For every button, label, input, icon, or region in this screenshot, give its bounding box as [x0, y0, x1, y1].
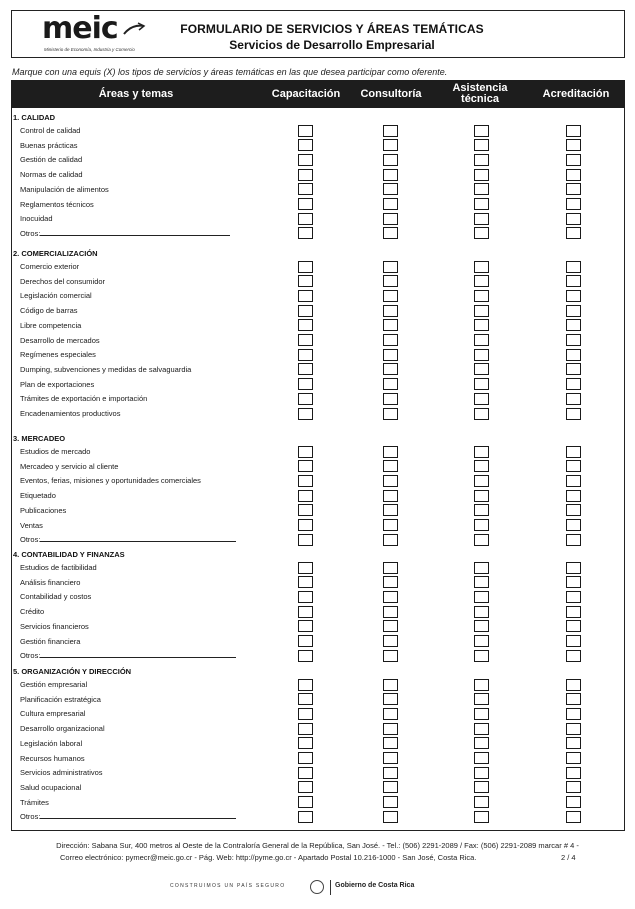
- checkbox-asistencia-tecnica[interactable]: [474, 534, 489, 546]
- column-header-acreditacion: Acreditación: [542, 87, 610, 100]
- checkbox-asistencia-tecnica[interactable]: [474, 576, 489, 588]
- checkbox-asistencia-tecnica[interactable]: [474, 475, 489, 487]
- checkbox-capacitacion[interactable]: [298, 261, 313, 273]
- checkbox-capacitacion[interactable]: [298, 275, 313, 287]
- form-subtitle: Servicios de Desarrollo Empresarial: [229, 38, 435, 52]
- checkbox-consultoria[interactable]: [383, 408, 398, 420]
- checkbox-asistencia-tecnica[interactable]: [474, 504, 489, 516]
- column-header-asistencia-line2: técnica: [461, 93, 499, 105]
- checkbox-acreditacion[interactable]: [566, 378, 581, 390]
- topic-label: Planificación estratégica: [20, 694, 101, 704]
- topic-label: Normas de calidad: [20, 170, 83, 180]
- topic-label: Trámites de exportación e importación: [20, 394, 148, 404]
- checkbox-acreditacion[interactable]: [566, 125, 581, 137]
- topic-label: Buenas prácticas: [20, 140, 78, 150]
- checkbox-capacitacion[interactable]: [298, 781, 313, 793]
- checkbox-acreditacion[interactable]: [566, 620, 581, 632]
- checkbox-acreditacion[interactable]: [566, 796, 581, 808]
- checkbox-asistencia-tecnica[interactable]: [474, 620, 489, 632]
- checkbox-capacitacion[interactable]: [298, 475, 313, 487]
- checkbox-acreditacion[interactable]: [566, 290, 581, 302]
- checkbox-consultoria[interactable]: [383, 519, 398, 531]
- checkbox-asistencia-tecnica[interactable]: [474, 811, 489, 823]
- checkbox-asistencia-tecnica[interactable]: [474, 796, 489, 808]
- checkbox-capacitacion[interactable]: [298, 811, 313, 823]
- topic-label: Trámites: [20, 797, 49, 807]
- topic-label: Publicaciones: [20, 505, 67, 515]
- section-title: 3. MERCADEO: [13, 434, 66, 443]
- topic-label: Análisis financiero: [20, 577, 81, 587]
- checkbox-consultoria[interactable]: [383, 183, 398, 195]
- topic-label: Estudios de mercado: [20, 447, 91, 456]
- checkbox-consultoria[interactable]: [383, 811, 398, 823]
- checkbox-asistencia-tecnica[interactable]: [474, 490, 489, 502]
- checkbox-capacitacion[interactable]: [298, 183, 313, 195]
- checkbox-capacitacion[interactable]: [298, 519, 313, 531]
- checkbox-consultoria[interactable]: [383, 261, 398, 273]
- checkbox-asistencia-tecnica[interactable]: [474, 408, 489, 420]
- checkbox-asistencia-tecnica[interactable]: [474, 446, 489, 458]
- checkbox-acreditacion[interactable]: [566, 139, 581, 151]
- table-right-border: [624, 108, 625, 831]
- section-title: 1. CALIDAD: [13, 113, 56, 122]
- otros-write-in-line[interactable]: [40, 229, 230, 236]
- checkbox-consultoria[interactable]: [383, 737, 398, 749]
- topic-label: Desarrollo de mercados: [20, 335, 100, 345]
- checkbox-acreditacion[interactable]: [566, 213, 581, 225]
- checkbox-acreditacion[interactable]: [566, 261, 581, 273]
- checkbox-acreditacion[interactable]: [566, 169, 581, 181]
- checkbox-capacitacion[interactable]: [298, 708, 313, 720]
- section-title: 2. COMERCIALIZACIÓN: [13, 249, 98, 258]
- checkbox-capacitacion[interactable]: [298, 213, 313, 225]
- checkbox-capacitacion[interactable]: [298, 504, 313, 516]
- checkbox-asistencia-tecnica[interactable]: [474, 169, 489, 181]
- checkbox-capacitacion[interactable]: [298, 534, 313, 546]
- checkbox-consultoria[interactable]: [383, 708, 398, 720]
- checkbox-capacitacion[interactable]: [298, 319, 313, 331]
- checkbox-capacitacion[interactable]: [298, 198, 313, 210]
- otros-write-in-line[interactable]: [40, 535, 236, 542]
- checkbox-consultoria[interactable]: [383, 767, 398, 779]
- otros-label: [20, 651, 236, 660]
- otros-label: [20, 535, 236, 544]
- checkbox-asistencia-tecnica[interactable]: [474, 752, 489, 764]
- checkbox-capacitacion[interactable]: [298, 334, 313, 346]
- checkbox-acreditacion[interactable]: [566, 708, 581, 720]
- costa-rica-seal-icon: [310, 880, 324, 894]
- checkbox-asistencia-tecnica[interactable]: [474, 606, 489, 618]
- topic-label: Ventas: [20, 520, 43, 530]
- topic-label: Regímenes especiales: [20, 350, 96, 360]
- checkbox-capacitacion[interactable]: [298, 363, 313, 375]
- checkbox-capacitacion[interactable]: [298, 446, 313, 458]
- footer-contact: Correo electrónico: pymecr@meic.go.cr - Pág. Web: http://pyme.go.cr - Apartado Postal 10.216-1000 - San José, Costa Rica.: [60, 853, 477, 862]
- checkbox-acreditacion[interactable]: [566, 534, 581, 546]
- checkbox-asistencia-tecnica[interactable]: [474, 591, 489, 603]
- checkbox-consultoria[interactable]: [383, 275, 398, 287]
- topic-label: Encadenamientos productivos: [20, 409, 121, 418]
- checkbox-acreditacion[interactable]: [566, 767, 581, 779]
- checkbox-acreditacion[interactable]: [566, 490, 581, 502]
- section-title: 5. ORGANIZACIÓN Y DIRECCIÓN: [13, 667, 132, 676]
- checkbox-capacitacion[interactable]: [298, 576, 313, 588]
- checkbox-asistencia-tecnica[interactable]: [474, 767, 489, 779]
- checkbox-capacitacion[interactable]: [298, 408, 313, 420]
- topic-label: Inocuidad: [20, 214, 53, 224]
- checkbox-asistencia-tecnica[interactable]: [474, 305, 489, 317]
- header-box: [11, 10, 625, 58]
- checkbox-acreditacion[interactable]: [566, 460, 581, 472]
- topic-label: Salud ocupacional: [20, 782, 82, 792]
- topic-label: Servicios financieros: [20, 621, 89, 631]
- checkbox-asistencia-tecnica[interactable]: [474, 693, 489, 705]
- checkbox-asistencia-tecnica[interactable]: [474, 227, 489, 239]
- checkbox-acreditacion[interactable]: [566, 635, 581, 647]
- column-header-consultoria: Consultoría: [360, 87, 422, 100]
- topic-label: Crédito: [20, 607, 45, 617]
- checkbox-acreditacion[interactable]: [566, 334, 581, 346]
- checkbox-asistencia-tecnica[interactable]: [474, 183, 489, 195]
- checkbox-capacitacion[interactable]: [298, 393, 313, 405]
- checkbox-capacitacion[interactable]: [298, 693, 313, 705]
- otros-label-text: Otros:: [20, 651, 41, 661]
- checkbox-acreditacion[interactable]: [566, 737, 581, 749]
- topic-label: Eventos, ferias, misiones y oportunidades comerciales: [20, 476, 201, 486]
- checkbox-asistencia-tecnica[interactable]: [474, 519, 489, 531]
- column-header-capacitacion: Capacitación: [271, 87, 341, 100]
- topic-label: Comercio exterior: [20, 262, 80, 271]
- checkbox-capacitacion[interactable]: [298, 650, 313, 662]
- checkbox-consultoria[interactable]: [383, 334, 398, 346]
- topic-label: Libre competencia: [20, 320, 82, 330]
- checkbox-asistencia-tecnica[interactable]: [474, 393, 489, 405]
- checkbox-asistencia-tecnica[interactable]: [474, 139, 489, 151]
- checkbox-consultoria[interactable]: [383, 319, 398, 331]
- otros-label: [20, 812, 236, 821]
- topic-label: Mercadeo y servicio al cliente: [20, 461, 119, 471]
- topic-label: Legislación comercial: [20, 291, 92, 301]
- checkbox-capacitacion[interactable]: [298, 154, 313, 166]
- checkbox-asistencia-tecnica[interactable]: [474, 781, 489, 793]
- checkbox-capacitacion[interactable]: [298, 752, 313, 764]
- topic-label: Derechos del consumidor: [20, 276, 106, 286]
- logo-wordmark: meic: [42, 11, 118, 46]
- checkbox-capacitacion[interactable]: [298, 606, 313, 618]
- checkbox-capacitacion[interactable]: [298, 767, 313, 779]
- brand-divider: [330, 880, 331, 895]
- checkbox-capacitacion[interactable]: [298, 305, 313, 317]
- checkbox-consultoria[interactable]: [383, 591, 398, 603]
- checkbox-acreditacion[interactable]: [566, 606, 581, 618]
- checkbox-consultoria[interactable]: [383, 305, 398, 317]
- topic-label: Gestión empresarial: [20, 680, 88, 689]
- topic-label: Dumping, subvenciones y medidas de salvaguardia: [20, 364, 192, 374]
- checkbox-capacitacion[interactable]: [298, 139, 313, 151]
- checkbox-capacitacion[interactable]: [298, 460, 313, 472]
- checkbox-consultoria[interactable]: [383, 169, 398, 181]
- checkbox-capacitacion[interactable]: [298, 796, 313, 808]
- checkbox-consultoria[interactable]: [383, 490, 398, 502]
- checkbox-consultoria[interactable]: [383, 213, 398, 225]
- checkbox-acreditacion[interactable]: [566, 781, 581, 793]
- checkbox-consultoria[interactable]: [383, 620, 398, 632]
- otros-write-in-line[interactable]: [40, 651, 236, 658]
- checkbox-acreditacion[interactable]: [566, 393, 581, 405]
- checkbox-acreditacion[interactable]: [566, 363, 581, 375]
- checkbox-asistencia-tecnica[interactable]: [474, 213, 489, 225]
- instructions-text: Marque con una equis (X) los tipos de servicios y áreas temáticas en las que desea participar como oferente.: [12, 67, 448, 77]
- checkbox-consultoria[interactable]: [383, 576, 398, 588]
- checkbox-asistencia-tecnica[interactable]: [474, 378, 489, 390]
- logo-subtext: Ministerio de Economía, Industria y Comercio: [44, 47, 135, 52]
- checkbox-acreditacion[interactable]: [566, 446, 581, 458]
- checkbox-acreditacion[interactable]: [566, 752, 581, 764]
- checkbox-consultoria[interactable]: [383, 446, 398, 458]
- checkbox-consultoria[interactable]: [383, 139, 398, 151]
- checkbox-capacitacion[interactable]: [298, 349, 313, 361]
- checkbox-asistencia-tecnica[interactable]: [474, 650, 489, 662]
- checkbox-capacitacion[interactable]: [298, 737, 313, 749]
- checkbox-acreditacion[interactable]: [566, 650, 581, 662]
- checkbox-capacitacion[interactable]: [298, 635, 313, 647]
- checkbox-consultoria[interactable]: [383, 154, 398, 166]
- checkbox-consultoria[interactable]: [383, 650, 398, 662]
- checkbox-asistencia-tecnica[interactable]: [474, 562, 489, 574]
- checkbox-asistencia-tecnica[interactable]: [474, 319, 489, 331]
- checkbox-consultoria[interactable]: [383, 781, 398, 793]
- checkbox-consultoria[interactable]: [383, 606, 398, 618]
- checkbox-acreditacion[interactable]: [566, 349, 581, 361]
- otros-label-text: Otros:: [20, 535, 41, 545]
- checkbox-acreditacion[interactable]: [566, 562, 581, 574]
- checkbox-asistencia-tecnica[interactable]: [474, 679, 489, 691]
- topic-label: Etiquetado: [20, 491, 56, 501]
- checkbox-consultoria[interactable]: [383, 693, 398, 705]
- logo-swoosh-icon: [122, 22, 146, 40]
- topic-label: Legislación laboral: [20, 738, 83, 748]
- checkbox-asistencia-tecnica[interactable]: [474, 349, 489, 361]
- checkbox-acreditacion[interactable]: [566, 576, 581, 588]
- form-title: FORMULARIO DE SERVICIOS Y ÁREAS TEMÁTICAS: [180, 22, 484, 36]
- checkbox-asistencia-tecnica[interactable]: [474, 708, 489, 720]
- checkbox-asistencia-tecnica[interactable]: [474, 125, 489, 137]
- topic-label: Desarrollo organizacional: [20, 724, 105, 734]
- checkbox-asistencia-tecnica[interactable]: [474, 198, 489, 210]
- brand-government: Gobierno de Costa Rica: [335, 882, 415, 889]
- checkbox-consultoria[interactable]: [383, 460, 398, 472]
- checkbox-acreditacion[interactable]: [566, 408, 581, 420]
- checkbox-consultoria[interactable]: [383, 378, 398, 390]
- otros-label-text: Otros:: [20, 228, 41, 238]
- checkbox-consultoria[interactable]: [383, 349, 398, 361]
- table-left-border: [11, 108, 12, 831]
- checkbox-capacitacion[interactable]: [298, 227, 313, 239]
- checkbox-asistencia-tecnica[interactable]: [474, 460, 489, 472]
- checkbox-consultoria[interactable]: [383, 752, 398, 764]
- topic-label: Estudios de factibilidad: [20, 563, 97, 572]
- checkbox-acreditacion[interactable]: [566, 198, 581, 210]
- checkbox-capacitacion[interactable]: [298, 125, 313, 137]
- checkbox-acreditacion[interactable]: [566, 227, 581, 239]
- checkbox-consultoria[interactable]: [383, 290, 398, 302]
- otros-label: [20, 229, 230, 238]
- column-header-asistencia-line1: Asistencia: [452, 82, 508, 94]
- checkbox-capacitacion[interactable]: [298, 620, 313, 632]
- table-bottom-border: [11, 830, 625, 831]
- column-header-asistencia: [441, 80, 519, 108]
- checkbox-consultoria[interactable]: [383, 198, 398, 210]
- checkbox-consultoria[interactable]: [383, 562, 398, 574]
- meic-logo: [30, 11, 148, 58]
- page-number: 2 / 4: [561, 853, 576, 862]
- checkbox-asistencia-tecnica[interactable]: [474, 275, 489, 287]
- checkbox-capacitacion[interactable]: [298, 290, 313, 302]
- checkbox-asistencia-tecnica[interactable]: [474, 261, 489, 273]
- checkbox-consultoria[interactable]: [383, 363, 398, 375]
- topic-label: Contabilidad y costos: [20, 592, 92, 602]
- checkbox-consultoria[interactable]: [383, 796, 398, 808]
- topic-label: Reglamentos técnicos: [20, 199, 94, 209]
- table-header: [11, 80, 625, 108]
- checkbox-consultoria[interactable]: [383, 534, 398, 546]
- brand-slogan: CONSTRUIMOS UN PAÍS SEGURO: [170, 883, 286, 889]
- topic-label: Control de calidad: [20, 126, 81, 135]
- checkbox-consultoria[interactable]: [383, 723, 398, 735]
- checkbox-acreditacion[interactable]: [566, 693, 581, 705]
- column-header-areas: Áreas y temas: [98, 87, 174, 100]
- checkbox-acreditacion[interactable]: [566, 183, 581, 195]
- checkbox-acreditacion[interactable]: [566, 519, 581, 531]
- topic-label: Plan de exportaciones: [20, 379, 95, 389]
- topic-label: Recursos humanos: [20, 753, 85, 763]
- checkbox-capacitacion[interactable]: [298, 169, 313, 181]
- checkbox-consultoria[interactable]: [383, 393, 398, 405]
- topic-label: Gestión financiera: [20, 636, 81, 646]
- checkbox-acreditacion[interactable]: [566, 475, 581, 487]
- otros-label-text: Otros:: [20, 812, 41, 822]
- checkbox-capacitacion[interactable]: [298, 679, 313, 691]
- checkbox-asistencia-tecnica[interactable]: [474, 334, 489, 346]
- topic-label: Código de barras: [20, 306, 78, 316]
- checkbox-asistencia-tecnica[interactable]: [474, 635, 489, 647]
- topic-label: Gestión de calidad: [20, 155, 83, 165]
- checkbox-acreditacion[interactable]: [566, 591, 581, 603]
- checkbox-capacitacion[interactable]: [298, 378, 313, 390]
- topic-label: Servicios administrativos: [20, 768, 103, 778]
- checkbox-acreditacion[interactable]: [566, 723, 581, 735]
- topic-label: Cultura empresarial: [20, 709, 86, 719]
- checkbox-asistencia-tecnica[interactable]: [474, 154, 489, 166]
- checkbox-acreditacion[interactable]: [566, 504, 581, 516]
- checkbox-consultoria[interactable]: [383, 679, 398, 691]
- checkbox-asistencia-tecnica[interactable]: [474, 723, 489, 735]
- otros-write-in-line[interactable]: [40, 812, 236, 819]
- checkbox-acreditacion[interactable]: [566, 154, 581, 166]
- checkbox-capacitacion[interactable]: [298, 723, 313, 735]
- topic-label: Manipulación de alimentos: [20, 184, 109, 194]
- checkbox-consultoria[interactable]: [383, 227, 398, 239]
- checkbox-capacitacion[interactable]: [298, 591, 313, 603]
- checkbox-asistencia-tecnica[interactable]: [474, 290, 489, 302]
- checkbox-consultoria[interactable]: [383, 635, 398, 647]
- checkbox-capacitacion[interactable]: [298, 562, 313, 574]
- checkbox-capacitacion[interactable]: [298, 490, 313, 502]
- checkbox-asistencia-tecnica[interactable]: [474, 363, 489, 375]
- checkbox-acreditacion[interactable]: [566, 305, 581, 317]
- checkbox-acreditacion[interactable]: [566, 319, 581, 331]
- checkbox-acreditacion[interactable]: [566, 679, 581, 691]
- checkbox-consultoria[interactable]: [383, 125, 398, 137]
- checkbox-acreditacion[interactable]: [566, 275, 581, 287]
- checkbox-consultoria[interactable]: [383, 504, 398, 516]
- checkbox-consultoria[interactable]: [383, 475, 398, 487]
- checkbox-asistencia-tecnica[interactable]: [474, 737, 489, 749]
- section-title: 4. CONTABILIDAD Y FINANZAS: [13, 550, 125, 559]
- footer-address: Dirección: Sabana Sur, 400 metros al Oeste de la Contraloría General de la República, San José. - Tel.: (506) 2291-2089 / Fax: (506) 2291-2089 marcar # 4 -: [56, 841, 579, 850]
- checkbox-acreditacion[interactable]: [566, 811, 581, 823]
